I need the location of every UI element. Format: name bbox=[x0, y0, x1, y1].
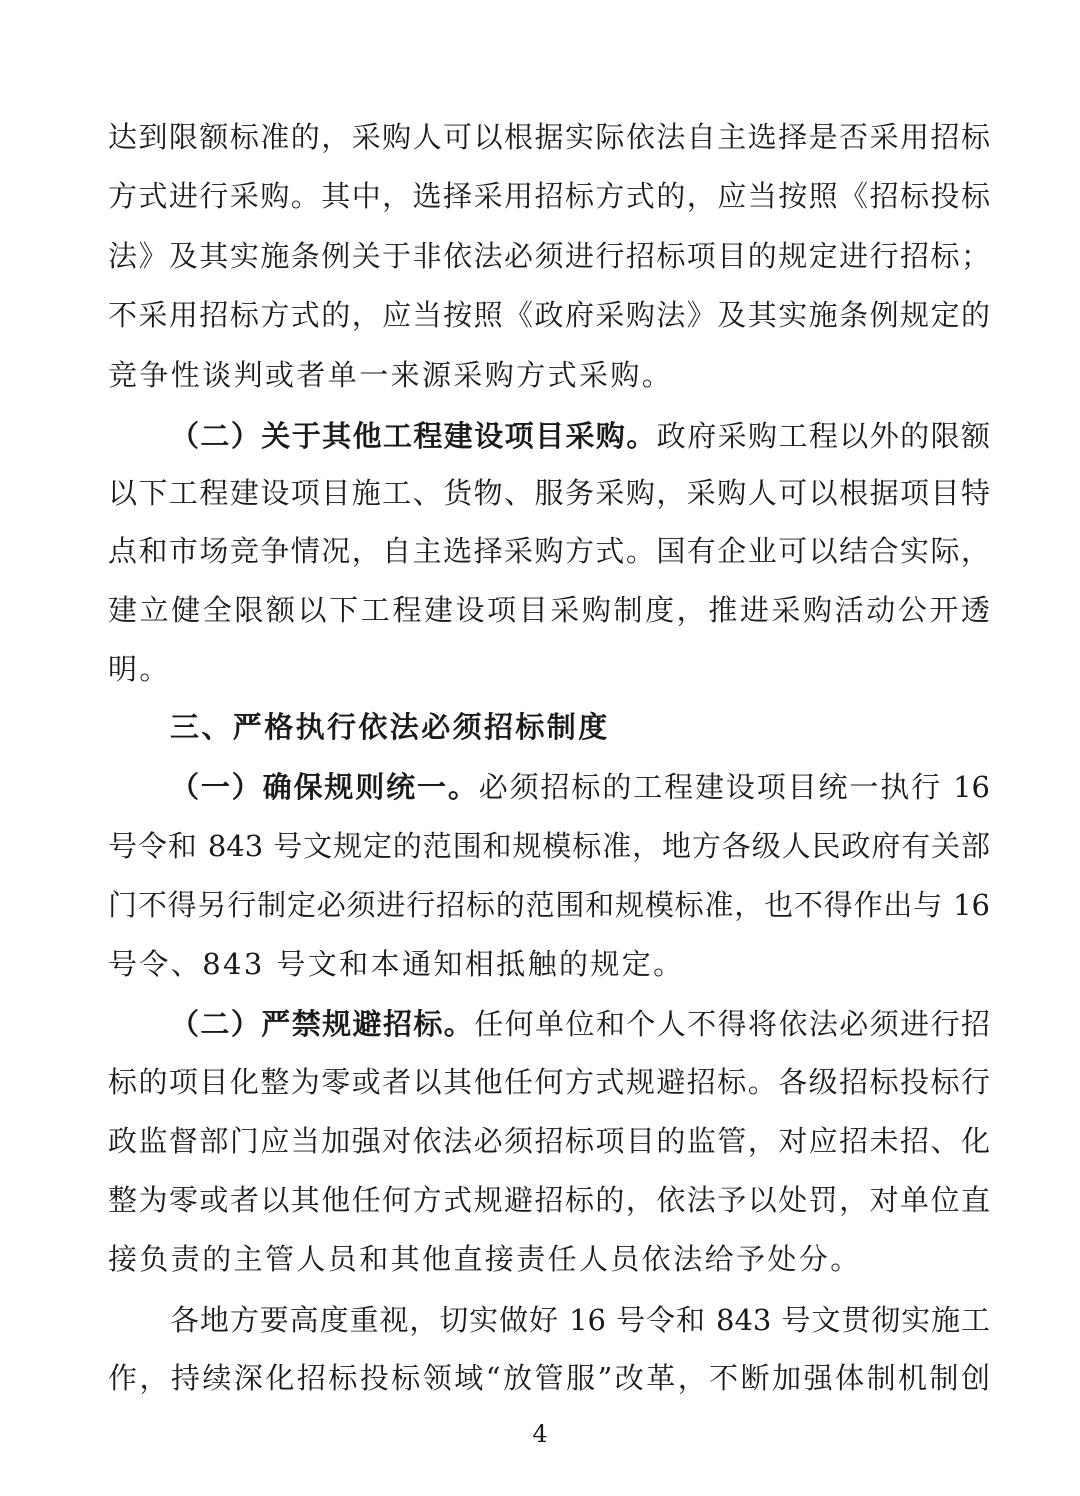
section-heading: 三、严格执行依法必须招标制度 bbox=[170, 710, 610, 744]
body-line: 整为零或者以其他任何方式规避招标的，依法予以处罚，对单位直 bbox=[108, 1183, 990, 1217]
subsection-heading: （一）确保规则统一。 bbox=[170, 770, 479, 804]
page-number: 4 bbox=[532, 1420, 548, 1448]
body-line: 政监督部门应当加强对依法必须招标项目的监管，对应招未招、化 bbox=[108, 1124, 990, 1158]
section-line bbox=[170, 767, 990, 807]
body-line: 作，持续深化招标投标领域“放管服”改革，不断加强体制机制创 bbox=[108, 1361, 990, 1395]
body-line: 方式进行采购。其中，选择采用招标方式的，应当按照《招标投标 bbox=[108, 179, 990, 213]
body-line: 法》及其实施条例关于非依法必须进行招标项目的规定进行招标； bbox=[108, 239, 990, 273]
subsection-heading: （二）关于其他工程建设项目采购。 bbox=[170, 419, 657, 453]
body-line: 号令、843 号文和本通知相抵触的规定。 bbox=[108, 947, 685, 981]
body-line: 建立健全限额以下工程建设项目采购制度，推进采购活动公开透 bbox=[108, 593, 990, 627]
body-line: 点和市场竞争情况，自主选择采购方式。国有企业可以结合实际， bbox=[108, 534, 990, 568]
body-line: 标的项目化整为零或者以其他任何方式规避招标。各级招标投标行 bbox=[108, 1065, 990, 1099]
section-line bbox=[170, 1004, 990, 1044]
body-line: 门不得另行制定必须进行招标的范围和规模标准，也不得作出与 16 bbox=[108, 888, 990, 922]
body-text: 政府采购工程以外的限额 bbox=[656, 419, 990, 453]
body-text: 必须招标的工程建设项目统一执行 16 bbox=[478, 770, 990, 804]
body-line: 竞争性谈判或者单一来源采购方式采购。 bbox=[108, 358, 674, 392]
section-line bbox=[170, 707, 990, 747]
section-line bbox=[170, 416, 990, 456]
body-line: 接负责的主管人员和其他直接责任人员依法给予处分。 bbox=[108, 1242, 862, 1276]
body-line: 以下工程建设项目施工、货物、服务采购，采购人可以根据项目特 bbox=[108, 476, 990, 510]
body-line: 号令和 843 号文规定的范围和规模标准，地方各级人民政府有关部 bbox=[108, 829, 990, 863]
body-line: 不采用招标方式的，应当按照《政府采购法》及其实施条例规定的 bbox=[108, 298, 990, 332]
body-text: 任何单位和个人不得将依法必须进行招 bbox=[474, 1007, 990, 1041]
subsection-heading: （二）严禁规避招标。 bbox=[170, 1007, 475, 1041]
body-line: 各地方要高度重视，切实做好 16 号令和 843 号文贯彻实施工 bbox=[170, 1303, 990, 1337]
body-line: 达到限额标准的，采购人可以根据实际依法自主选择是否采用招标 bbox=[108, 120, 990, 154]
body-line: 明。 bbox=[108, 652, 171, 686]
